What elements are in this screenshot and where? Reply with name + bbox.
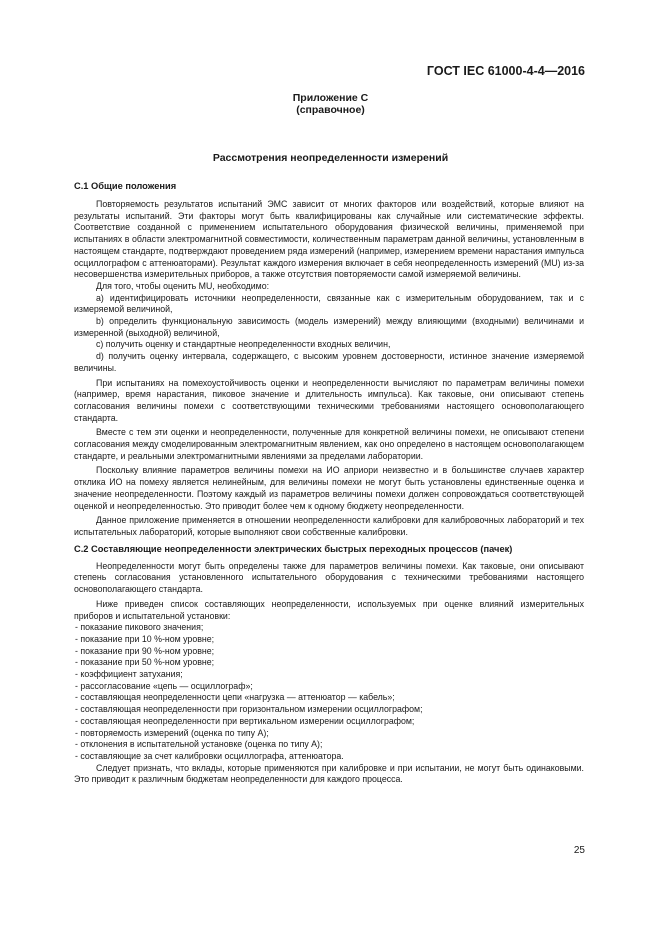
uncertainty-components-list (74, 622, 584, 762)
document-body (74, 180, 584, 786)
section-heading: С.2 Составляющие неопределенности электрических быстрых переходных процессов (пачек) (74, 543, 513, 554)
paragraph: Данное приложение применяется в отношении неопределенности калибровки для калибровочных лабораторий и тех испытательных лабораторий, которые выполняют свои собственные калибровки. (74, 515, 584, 537)
paragraph: При испытаниях на помехоустойчивость оценки и неопределенности вычисляют по параметрам величины помехи (например, время нарастания, пиковое значение и длительность импульса). Как таковые, они описывают степень согласования величины помехи с соответствующими техническими требованиями настоящего основополагающего стандарта. (74, 377, 584, 423)
paragraph: Вместе с тем эти оценки и неопределенности, полученные для конкретной величины помехи, не описывают степени согласования между смоделированным электромагнитным явлением, как оно определено в настоящем основополагающем стандарте, и реальными электромагнитными явлениями за пределами лаборатории. (74, 427, 584, 461)
list-item: - составляющая неопределенности при вертикальном измерении осциллографом; (75, 715, 415, 726)
list-item: a) идентифицировать источники неопределенности, связанные как с измерительным оборудованием, так и с измеряемой величиной, (74, 292, 584, 315)
list-item: - показание при 50 %-ном уровне; (75, 657, 215, 668)
list-item: - отклонения в испытательной установке (оценка по типу А); (75, 739, 323, 750)
appendix-title: Приложение С (292, 92, 369, 104)
list-item: - рассогласование «цепь — осциллограф»; (75, 680, 253, 691)
section-heading: С.1 Общие положения (74, 181, 177, 191)
page-number: 25 (573, 845, 585, 856)
standard-code: ГОСТ IEC 61000-4-4—2016 (426, 64, 585, 78)
list-item: - показание пикового значения; (75, 622, 204, 633)
paragraph: Поскольку влияние параметров величины помехи на ИО априори неизвестно и в большинстве случаев характер отклика ИО на помеху является нелинейным, для величины помехи не могут быть установлены единственные оценка и значение неопределенности. Поэтому каждый из параметров величины помехи должен сопровождаться соответствующей оценкой и неопределенностью. Это приводит более чем к одному бюджету неопределенности. (74, 465, 584, 511)
list-item: - показание при 10 %-ном уровне; (75, 633, 215, 644)
list-item: - коэффициент затухания; (75, 669, 183, 680)
appendix-subtitle: (справочное) (296, 104, 365, 116)
paragraph: Повторяемость результатов испытаний ЭМС зависит от многих факторов или воздействий, которые влияют на результаты испытаний. Эти факторы могут быть квалифицированы как случайные или систематические эффекты. Соответствие созданной с применением испытательного оборудования физической величины, применяемой при испытаниях в области электромагнитной совместимости, количественным параметрам данной величины, установленным в настоящем стандарте, подтверждают проведением ряда измерений (например, измерением времени нарастания импульса осциллографом с аттенюаторами). Результат каждого измерения включает в себя неопределенность измерений (MU) из-за несовершенства измерительных приборов, а также отсутствия повторяемости самой измеряемой величины. (74, 199, 584, 280)
document-title: Рассмотрения неопределенности измерений (212, 152, 449, 164)
list-item: d) получить оценку интервала, содержащего, с высоким уровнем достоверности, истинное значение измеряемой величины. (74, 351, 584, 373)
list-item: - составляющая неопределенности при горизонтальном измерении осциллографом; (75, 704, 423, 715)
list-item: b) определить функциональную зависимость (модель измерений) между влияющими (входными) величинами и измеренной (выходной) величиной, (74, 316, 584, 338)
list-item: - повторяемость измерений (оценка по типу А); (75, 727, 269, 738)
appendix-heading (0, 92, 661, 116)
paragraph: Для того, чтобы оценить MU, необходимо: (96, 280, 270, 291)
paragraph: Неопределенности могут быть определены также для параметров величины помехи. Как таковые, они описывают степень согласования установленного испытательного оборудования с техническими требованиями настоящего основополагающего стандарта. (74, 560, 584, 595)
list-item: c) получить оценку и стандартные неопределенности входных величин, (96, 339, 391, 350)
list-item: - показание при 90 %-ном уровне; (75, 645, 215, 656)
list-item: - составляющая неопределенности цепи «нагрузка — аттенюатор — кабель»; (75, 692, 395, 703)
list-item: - составляющие за счет калибровки осциллографа, аттенюатора. (75, 750, 344, 761)
paragraph: Ниже приведен список составляющих неопределенности, используемых при оценке влияний измерительных приборов и испытательной установки: (74, 598, 584, 621)
paragraph: Следует признать, что вклады, которые применяются при калибровке и при испытании, не могут быть одинаковыми. Это приводит к различным бюджетам неопределенности для каждого процесса. (74, 762, 584, 785)
